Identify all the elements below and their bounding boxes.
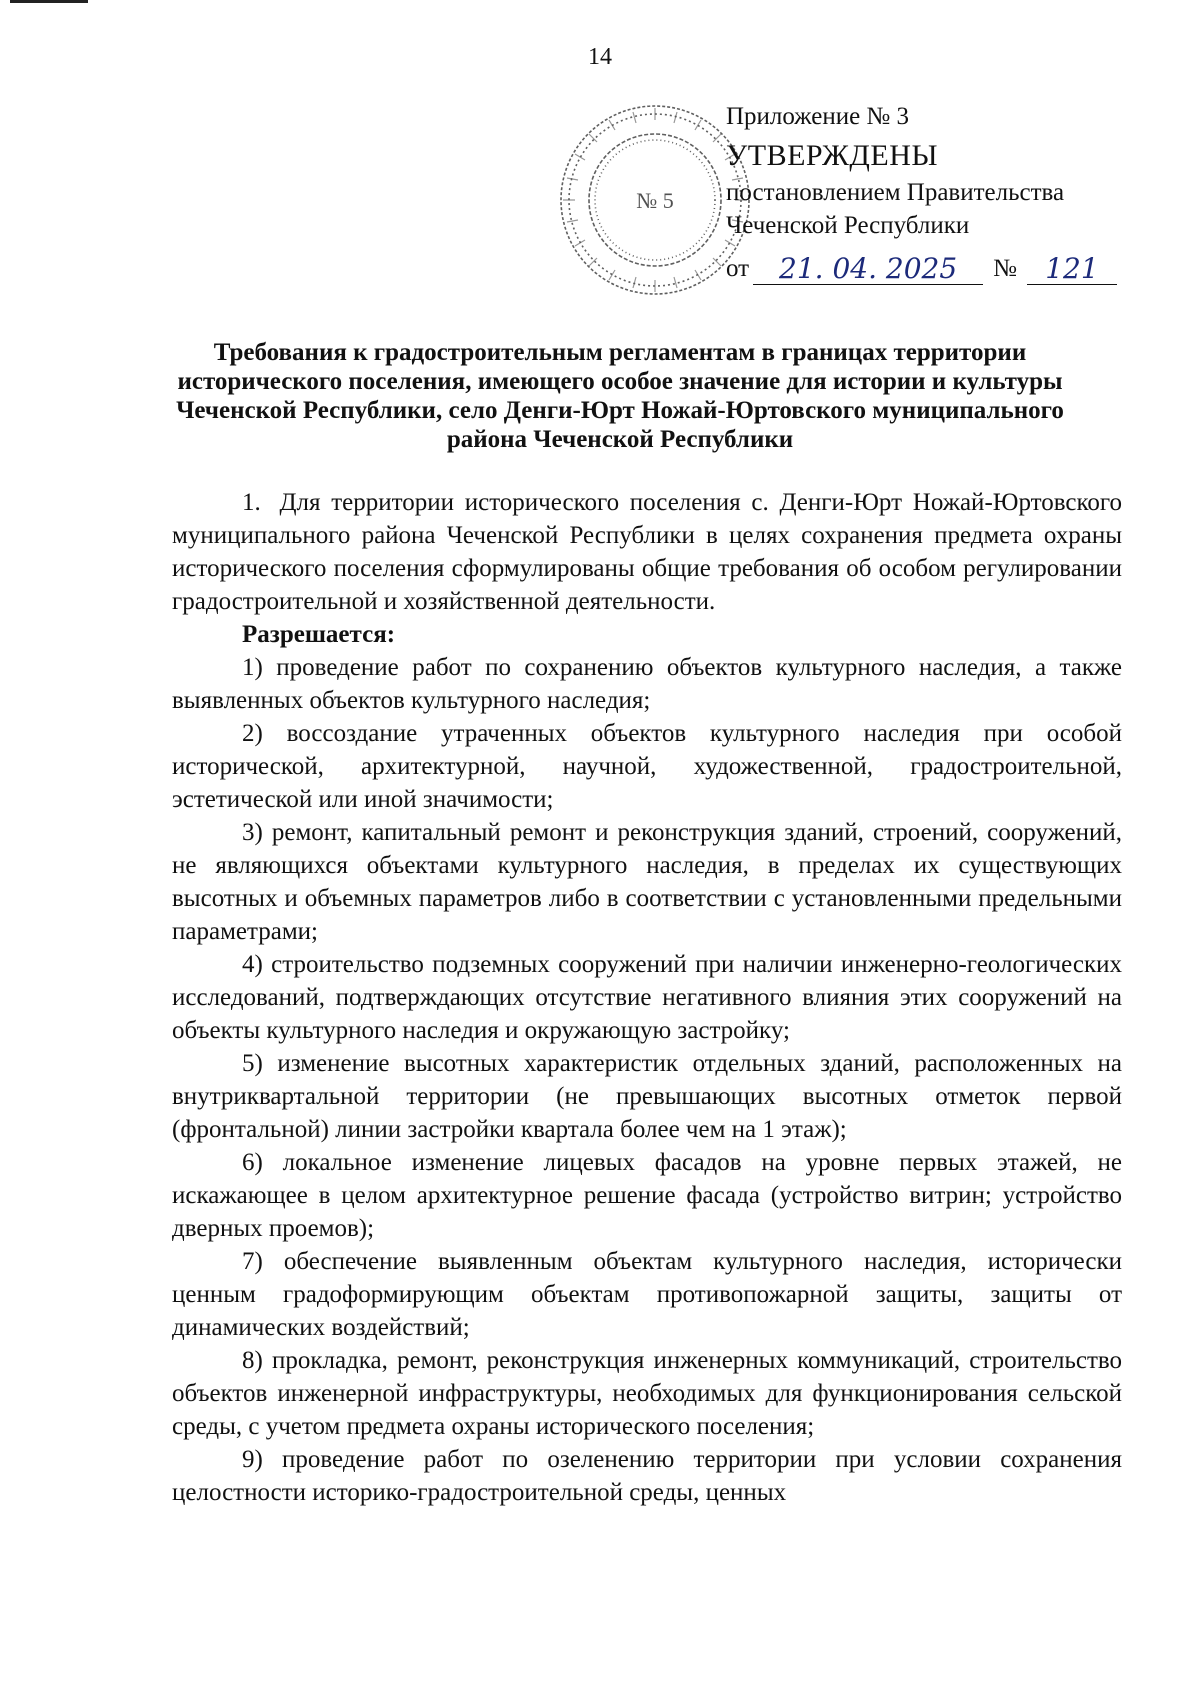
list-item bbox=[172, 1245, 1122, 1344]
list-item-text: прокладка, ремонт, реконструкция инженерных коммуникаций, строительство объектов инженерной инфраструктуры, необходимых для функционирования сельской среды, с учетом предмета охраны исторического поселения; bbox=[172, 1347, 1123, 1440]
number-handwritten: 121 bbox=[1027, 254, 1117, 285]
list-item-number: 4) bbox=[242, 951, 263, 978]
list-item-text: изменение высотных характеристик отдельных зданий, расположенных на внутриквартальной территории (не превышающих высотных отметок первой (фронтальной) линии застройки квартала более чем на 1 этаж); bbox=[172, 1050, 1122, 1143]
page-number: 14 bbox=[588, 44, 612, 70]
decree-line-1: постановлением Правительства bbox=[726, 179, 1065, 206]
intro-text: Для территории исторического поселения с. Денги-Юрт Ножай-Юртовского муниципального района Чеченской Республики в целях сохранения предмета охраны исторического поселения сформулированы общие требования об особом регулировании градостроительной и хозяйственной деятельности. bbox=[172, 489, 1122, 615]
list-item-text: обеспечение выявленным объектам культурного наследия, исторически ценным градоформирующим объектам противопожарной защиты, защиты от динамических воздействий; bbox=[172, 1248, 1123, 1341]
list-item-text: воссоздание утраченных объектов культурного наследия при особой исторической, архитектурной, научной, художественной, градостроительной, эстетической или иной значимости; bbox=[172, 720, 1123, 813]
list-item bbox=[172, 1344, 1122, 1443]
list-item-text: проведение работ по озеленению территории при условии сохранения целостности историко-градостроительной среды, ценных bbox=[172, 1446, 1122, 1506]
allowed-heading: Разрешается: bbox=[242, 621, 396, 648]
approved-label: УТВЕРЖДЕНЫ bbox=[726, 139, 939, 172]
list-item bbox=[172, 1146, 1122, 1245]
list-item-number: 5) bbox=[242, 1050, 263, 1077]
intro-number: 1. bbox=[242, 489, 261, 516]
list-item bbox=[172, 1047, 1122, 1146]
number-prefix: № bbox=[993, 255, 1017, 282]
stamp-center-text: № 5 bbox=[636, 188, 674, 213]
date-number-row bbox=[726, 252, 1126, 285]
intro-paragraph bbox=[172, 486, 1122, 618]
document-title: Требования к градостроительным регламентам в границах территории исторического поселения, имеющего особое значение для истории и культуры Чеченской Республики, село Денги-Юрт Ножай-Юртовского муниципального района Чеченской Республики bbox=[176, 339, 1064, 453]
date-handwritten: 21. 04. 2025 bbox=[753, 254, 983, 285]
list-item-number: 3) bbox=[242, 819, 263, 846]
list-item-text: строительство подземных сооружений при наличии инженерно-геологических исследований, подтверждающих отсутствие негативного влияния этих сооружений на объекты культурного наследия и окружающую застройку; bbox=[172, 951, 1123, 1044]
list-item bbox=[172, 948, 1122, 1047]
list-item bbox=[172, 717, 1122, 816]
official-seal-stamp bbox=[555, 100, 755, 300]
decree-line-2: Чеченской Республики bbox=[726, 212, 970, 239]
list-item-number: 2) bbox=[242, 720, 263, 747]
list-item-number: 7) bbox=[242, 1248, 263, 1275]
list-item-number: 1) bbox=[242, 654, 263, 681]
list-item bbox=[172, 816, 1122, 948]
list-item-number: 8) bbox=[242, 1347, 263, 1374]
list-item bbox=[172, 651, 1122, 717]
approval-block bbox=[726, 100, 1126, 285]
appendix-label: Приложение № 3 bbox=[726, 103, 910, 130]
list-item-number: 9) bbox=[242, 1446, 263, 1473]
list-item bbox=[172, 1443, 1122, 1509]
list-item-text: локальное изменение лицевых фасадов на уровне первых этажей, не искажающее в целом архитектурное решение фасада (устройство витрин; устройство дверных проемов); bbox=[172, 1149, 1122, 1242]
document-body bbox=[172, 486, 1122, 1509]
date-prefix: от bbox=[726, 255, 750, 282]
list-item-text: проведение работ по сохранению объектов культурного наследия, а также выявленных объектов культурного наследия; bbox=[172, 654, 1123, 714]
list-item-text: ремонт, капитальный ремонт и реконструкция зданий, строений, сооружений, не являющихся объектами культурного наследия, в пределах их существующих высотных и объемных параметров либо в соответствии с установленными предельными параметрами; bbox=[172, 819, 1122, 945]
list-item-number: 6) bbox=[242, 1149, 263, 1176]
top-rule bbox=[10, 0, 88, 3]
